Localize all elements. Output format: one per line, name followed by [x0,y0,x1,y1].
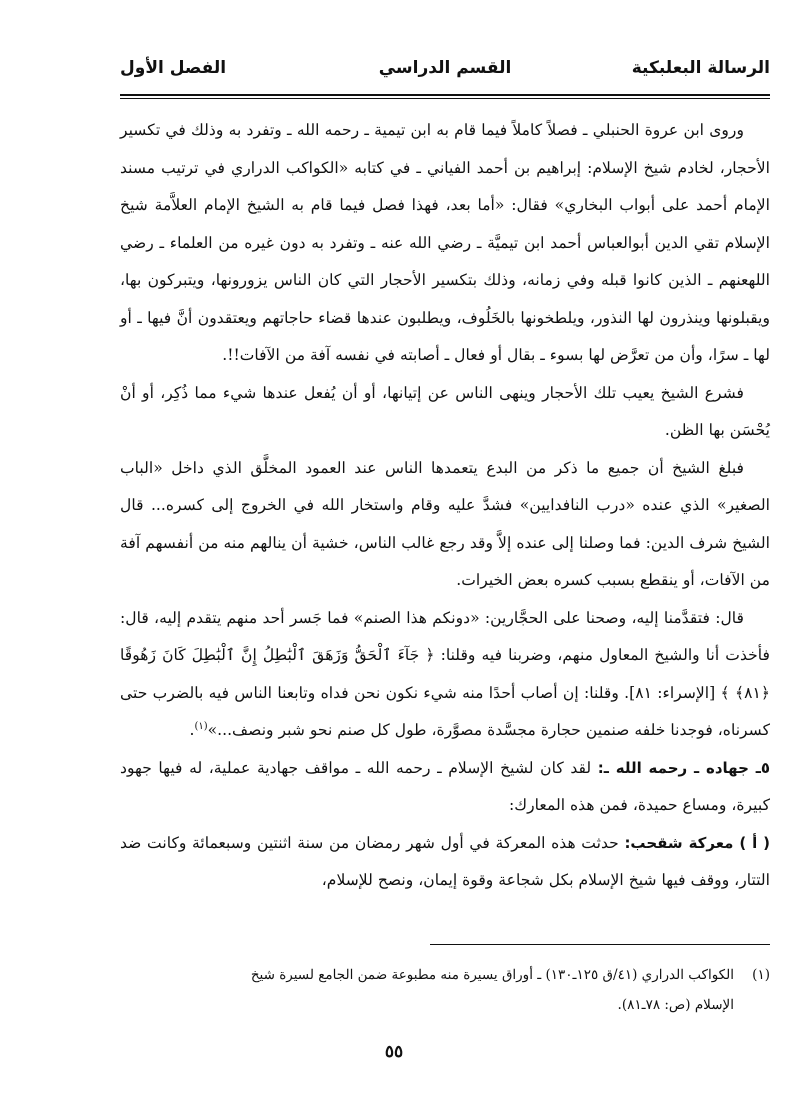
header-section-title: القسم الدراسي [378,58,512,78]
paragraph-3: فبلغ الشيخ أن جميع ما ذكر من البدع يتعمدها الناس عند العمود المخلَّق الذي داخل «الباب الصغير» الذي عنده «درب النافدايين» فشدَّ عليه وقام واستخار الله في الخروج إلى كسره... قال الشيخ شرف الدين: فما وصلنا إلى عنده إلاَّ وقد رجع غالب الناس، خشية أن ينالهم منه من أنفسهم آفة من الآفات، أو ينقطع بسبب كسره بعض الخيرات. [120,458,770,589]
section-heading-jihad: ٥ـ جهاده ـ رحمه الله ـ: [597,758,771,777]
running-header [120,58,770,88]
header-divider-thin [120,98,770,99]
header-chapter-title: الفصل الأول [120,58,227,78]
header-book-title: الرسالة البعلبكية [631,58,770,78]
page-number: ٥٥ [384,1042,404,1062]
paragraph-5-text: لقد كان لشيخ الإسلام ـ رحمه الله ـ مواقف جهادية عملية، له فيها جهود كبيرة، ومساع حميدة، فمن هذه المعارك: [120,758,770,814]
main-text [120,112,770,900]
footnote-divider [430,944,770,945]
footnote-text-2: الإسلام (ص: ٧٨ـ٨١). [617,997,734,1013]
paragraph-4: قال: فتقدَّمنا إليه، وصحنا على الحجَّارين: «دونكم هذا الصنم» فما جَسر أحد منهم يتقدم إليه، قال: فأخذت أنا والشيخ المعاول منهم، وضربنا فيه وقلنا: ﴿ جَآءَ ٱلْحَقُّ وَزَهَقَ ٱلْبَٰطِلُ إِنَّ ٱلْبَٰطِلَ كَانَ زَهُوقًا ﴿٨١﴾ ﴾ [الإسراء: ٨١]. وقلنا: إن أصاب أحدًا منه شيء نكون نحن فداه وتابعنا الناس فيه بالضرب حتى كسرناه، فوجدنا خلفه صنمين حجارة مجسَّدة مصوَّرة، طول كل صنم نحو شبر ونصف...»$^{(١)}$. [120,608,771,739]
header-divider [120,94,770,96]
paragraph-6-text: حدثت هذه المعركة في أول شهر رمضان من سنة اثنتين وسبعمائة وكانت ضد التتار، ووقف فيها شيخ الإسلام بكل شجاعة وقوة إيمان، ونصح للإسلام، [120,833,770,889]
footnote [120,960,770,1020]
footnote-reference[interactable]: (١) [194,720,208,732]
paragraph-4-text-b: [الإسراء: ٨١]. وقلنا: إن أصاب أحدًا منه شيء نكون نحن فداه وتابعنا الناس فيه بالضرب حتى كسرناه، فوجدنا خلفه صنمين حجارة مجسَّدة مصوَّرة، طول كل صنم نحو شبر ونصف...» [120,683,770,739]
footnote-line-1 [120,960,770,990]
paragraph-2: فشرع الشيخ يعيب تلك الأحجار وينهى الناس عن إتيانها، أو أن يُفعل عندها شيء مما ذُكِر، أو أنْ يُحْسَن بها الظن. [120,383,770,439]
footnote-text-1: الكواكب الدراري (٤١/ق ١٢٥ـ١٣٠) ـ أوراق يسيرة منه مطبوعة ضمن الجامع لسيرة شيخ [250,967,734,983]
paragraph-1: وروى ابن عروة الحنبلي ـ فصلاً كاملاً فيما قام به ابن تيمية ـ رحمه الله ـ وتفرد به وذلك في تكسير الأحجار، لخادم شيخ الإسلام: إبراهيم بن أحمد الفياني ـ في كتابه «الكواكب الدراري في ترتيب مسند الإمام أحمد على أبواب البخاري» فقال: «أما بعد، فهذا فصل فيما قام به الشيخ الإمام العلاَّمة شيخ الإسلام تقي الدين أبوالعباس أحمد ابن تيميَّة ـ رضي الله عنه ـ وتفرد به دون غيره من العلماء ـ رضي اللهعنهم ـ الذين كانوا قبله وفي زمانه، وذلك بتكسير الأحجار التي كان الناس يزورونها، ويتبركون بها، ويقبلونها وينذرون لها النذور، ويلطخونها بالخَلُوف، ويطلبون عندها قضاء حاجاتهم ويعتقدون أنَّ فيها ـ أو لها ـ سرًا، وأن من تعرَّض لها بسوء ـ بقال أو فعال ـ أصابته في نفسه آفة من الآفات!!. [120,121,770,364]
footnote-number: (١) [752,967,770,983]
subheading-shaqhab: ( أ ) معركة شقحب: [624,833,770,852]
quran-verse: ﴿ جَآءَ ٱلْحَقُّ وَزَهَقَ ٱلْبَٰطِلُ إِنَّ ٱلْبَٰطِلَ كَانَ زَهُوقًا ﴿٨١﴾ ﴾ [120,646,771,702]
paragraph-4-text-a: قال: فتقدَّمنا إليه، وصحنا على الحجَّارين: «دونكم هذا الصنم» فما جَسر أحد منهم يتقدم إليه، قال: فأخذت أنا والشيخ المعاول منهم، وضربنا فيه وقلنا: [120,608,770,664]
paragraph-5 [120,750,770,825]
paragraph-6 [120,825,770,900]
